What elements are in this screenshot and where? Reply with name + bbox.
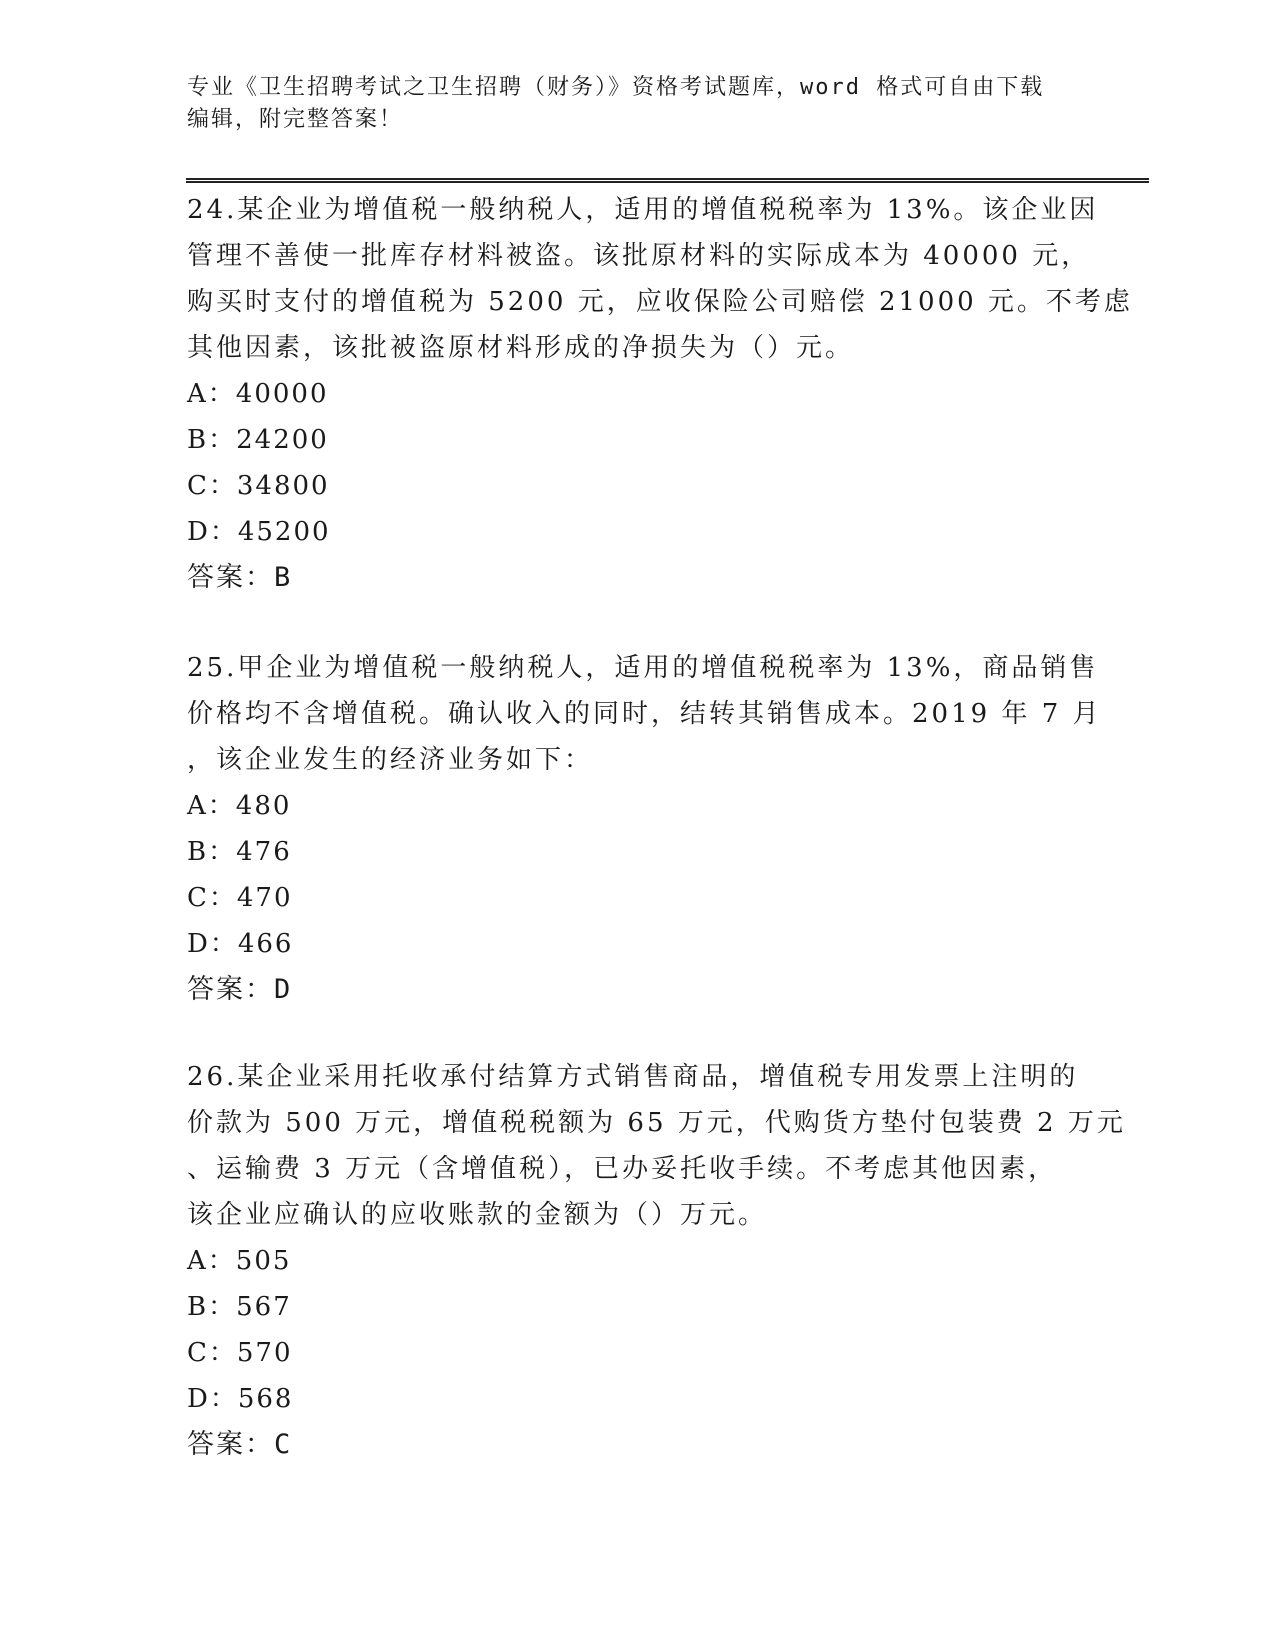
- option-c: C：470: [187, 883, 293, 913]
- question-text-line: 其他因素，该批被盗原材料形成的净损失为（）元。: [187, 333, 855, 363]
- question-26: [187, 1054, 1126, 1468]
- question-text-line: 25.甲企业为增值税一般纳税人，适用的增值税税率为 13%，商品销售: [187, 653, 1099, 683]
- answer-label: 答案：D: [187, 974, 293, 1005]
- answer-label: 答案：C: [187, 1429, 293, 1460]
- answer-label: 答案：B: [187, 562, 293, 593]
- header-divider: [186, 178, 1149, 183]
- option-d: D：45200: [187, 517, 331, 547]
- header-line-1: 专业《卫生招聘考试之卫生招聘（财务）》资格考试题库，word 格式可自由下载: [187, 75, 1045, 100]
- option-c: C：34800: [187, 471, 330, 501]
- document-header: [187, 72, 1067, 136]
- option-d: D：466: [187, 929, 294, 959]
- option-b: B：476: [187, 837, 292, 867]
- question-text-line: 该企业应确认的应收账款的金额为（）万元。: [187, 1200, 768, 1230]
- option-d: D：568: [187, 1384, 294, 1414]
- question-25: [187, 645, 1102, 1013]
- option-c: C：570: [187, 1338, 293, 1368]
- option-a: A：40000: [187, 379, 329, 409]
- option-a: A：480: [187, 791, 292, 821]
- question-text-line: 、运输费 3 万元（含增值税），已办妥托收手续。不考虑其他因素，: [187, 1154, 1058, 1184]
- question-text-line: 购买时支付的增值税为 5200 元，应收保险公司赔偿 21000 元。不考虑: [187, 287, 1133, 317]
- option-b: B：24200: [187, 425, 329, 455]
- question-text-line: 26.某企业采用托收承付结算方式销售商品，增值税专用发票上注明的: [187, 1062, 1079, 1092]
- question-text-line: 24.某企业为增值税一般纳税人，适用的增值税税率为 13%。该企业因: [187, 195, 1099, 225]
- question-text-line: 管理不善使一批库存材料被盗。该批原材料的实际成本为 40000 元，: [187, 241, 1091, 271]
- header-line-2: 编辑，附完整答案！: [187, 107, 404, 132]
- option-b: B：567: [187, 1292, 292, 1322]
- question-text-line: 价款为 500 万元，增值税税额为 65 万元，代购货方垫付包装费 2 万元: [187, 1108, 1126, 1138]
- question-text-line: 价格均不含增值税。确认收入的同时，结转其销售成本。2019 年 7 月: [187, 699, 1102, 729]
- option-a: A：505: [187, 1246, 292, 1276]
- question-text-line: ，该企业发生的经济业务如下：: [187, 745, 594, 775]
- question-24: [187, 187, 1133, 601]
